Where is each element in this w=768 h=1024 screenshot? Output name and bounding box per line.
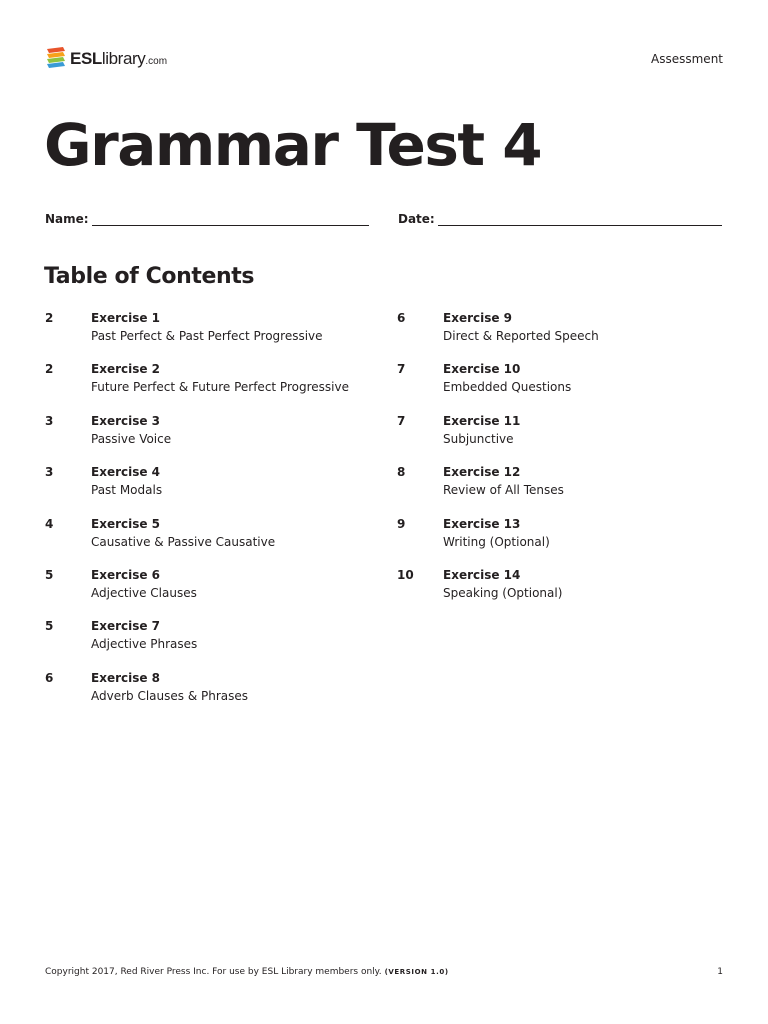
toc-item-exercise-5 [45, 516, 385, 567]
toc-item-exercise-9 [397, 310, 727, 361]
toc-exercise-topic: Adjective Phrases [91, 637, 198, 652]
date-write-line[interactable] [438, 210, 722, 226]
name-write-line[interactable] [92, 210, 369, 226]
toc-exercise-topic: Review of All Tenses [443, 483, 564, 498]
toc-exercise-topic: Direct & Reported Speech [443, 329, 599, 343]
logo-wordmark [70, 50, 167, 67]
toc-exercise-topic: Adjective Clauses [91, 585, 197, 600]
toc-exercise-title: Exercise 12 [443, 465, 521, 480]
page-footer [45, 967, 723, 983]
toc-exercise-topic: Future Perfect & Future Perfect Progressive [91, 380, 349, 395]
date-label: Date: [398, 212, 435, 226]
toc-exercise-title: Exercise 3 [91, 413, 161, 428]
logo-text-esl: ESL [70, 48, 102, 68]
logo-text-com: .com [145, 55, 168, 67]
toc-exercise-title: Exercise 10 [443, 362, 521, 377]
toc-exercise-title: Exercise 4 [91, 465, 161, 480]
name-field[interactable] [45, 210, 369, 226]
toc-page-number: 6 [45, 670, 54, 685]
esl-library-logo [45, 44, 167, 72]
toc-item-exercise-14 [397, 567, 727, 618]
toc-exercise-title: Exercise 6 [91, 567, 161, 582]
toc-item-exercise-10 [397, 361, 727, 412]
name-label: Name: [45, 212, 89, 226]
toc-exercise-title: Exercise 8 [91, 670, 161, 685]
toc-exercise-topic: Past Perfect & Past Perfect Progressive [91, 329, 323, 343]
logo-text-library: library [101, 48, 146, 68]
toc-item-exercise-11 [397, 413, 727, 464]
version-label: (VERSION 1.0) [384, 968, 449, 976]
toc-page-number: 5 [45, 567, 54, 582]
toc-page-number: 6 [397, 311, 406, 325]
toc-exercise-topic: Past Modals [91, 483, 163, 498]
toc-exercise-topic: Adverb Clauses & Phrases [91, 688, 249, 703]
toc-page-number: 8 [397, 465, 406, 480]
page-header [45, 44, 723, 74]
toc-item-exercise-1 [45, 310, 385, 361]
toc-exercise-title: Exercise 7 [91, 619, 161, 634]
toc-exercise-title: Exercise 5 [91, 516, 161, 531]
toc-page-number: 7 [397, 362, 406, 377]
toc-exercise-topic: Passive Voice [91, 431, 172, 446]
toc-page-number: 2 [45, 311, 54, 325]
toc-page-number: 3 [45, 413, 54, 428]
date-field[interactable] [398, 210, 722, 226]
toc-page-number: 7 [397, 413, 406, 428]
toc-page-number: 9 [397, 516, 406, 531]
toc-exercise-topic: Writing (Optional) [443, 534, 550, 549]
toc-page-number: 3 [45, 465, 54, 480]
copyright-text: Copyright 2017, Red River Press Inc. For use by ESL Library members only. [45, 967, 382, 977]
page-title: Grammar Test 4 [44, 111, 542, 179]
toc-left-column [45, 310, 385, 721]
toc-page-number: 10 [397, 567, 414, 582]
toc-exercise-title: Exercise 9 [443, 311, 513, 325]
toc-item-exercise-12 [397, 464, 727, 515]
copyright-notice [45, 967, 449, 977]
toc-item-exercise-4 [45, 464, 385, 515]
toc-exercise-topic: Subjunctive [443, 431, 514, 446]
toc-item-exercise-2 [45, 361, 385, 412]
toc-page-number: 4 [45, 516, 54, 531]
toc-item-exercise-6 [45, 567, 385, 618]
toc-exercise-topic: Embedded Questions [443, 380, 572, 395]
toc-exercise-title: Exercise 11 [443, 413, 521, 428]
toc-exercise-title: Exercise 13 [443, 516, 521, 531]
page-number: 1 [717, 967, 723, 977]
toc-item-exercise-3 [45, 413, 385, 464]
toc-item-exercise-13 [397, 516, 727, 567]
toc-item-exercise-7 [45, 618, 385, 669]
toc-right-column [397, 310, 727, 618]
document-type-label: Assessment [651, 52, 723, 66]
toc-exercise-title: Exercise 14 [443, 567, 521, 582]
toc-page-number: 5 [45, 619, 54, 634]
toc-item-exercise-8 [45, 670, 385, 721]
toc-exercise-title: Exercise 2 [91, 362, 161, 377]
toc-exercise-topic: Speaking (Optional) [443, 585, 563, 600]
toc-exercise-topic: Causative & Passive Causative [91, 534, 276, 549]
toc-heading: Table of Contents [44, 264, 255, 289]
toc-exercise-title: Exercise 1 [91, 311, 161, 325]
toc-page-number: 2 [45, 362, 54, 377]
book-stack-logo-icon [45, 46, 67, 70]
